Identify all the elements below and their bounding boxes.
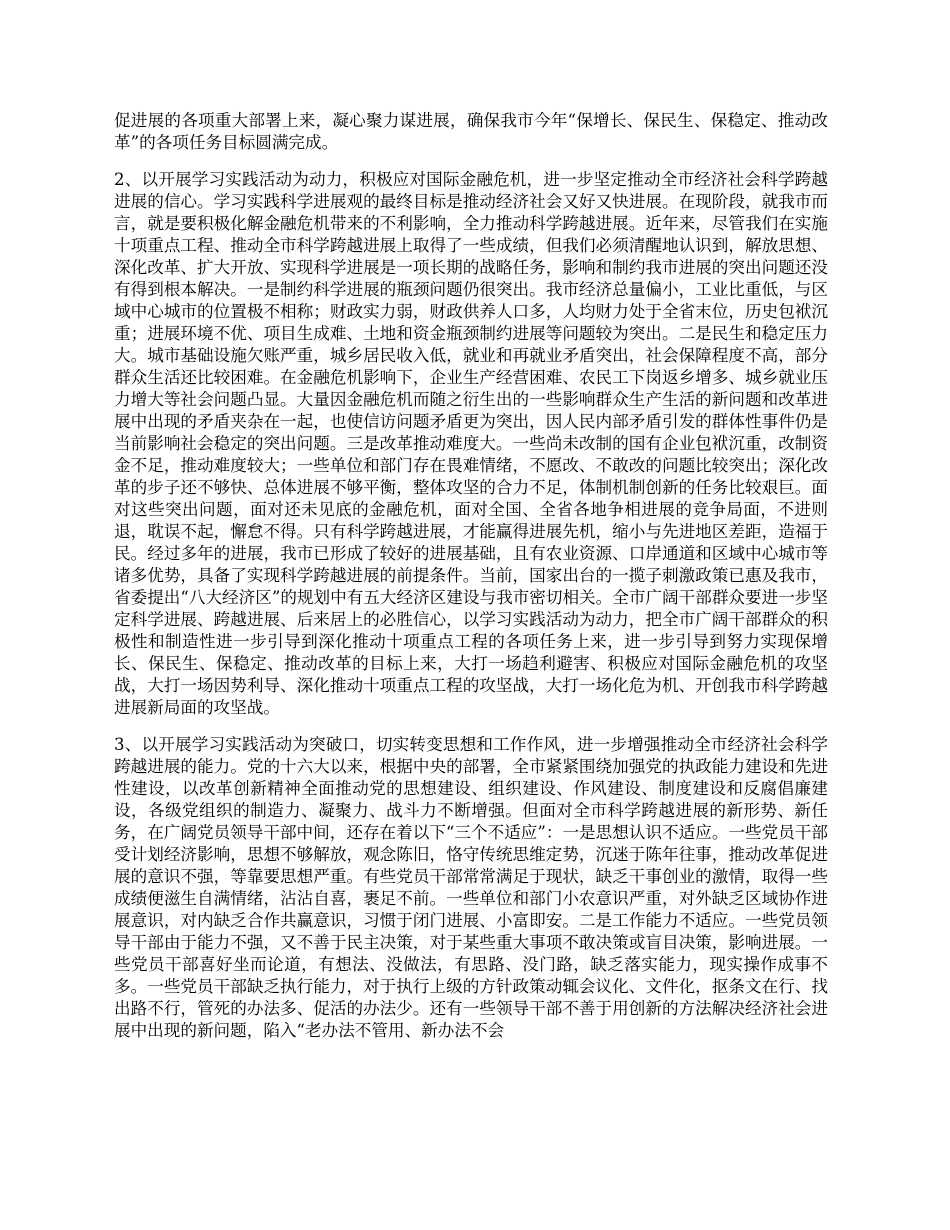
paragraph-section-3: 3、以开展学习实践活动为突破口，切实转变思想和工作作风，进一步增强推动全市经济社会科学跨越进展的能力。党的十六大以来，根据中央的部署，全市紧紧围绕加强党的执政能力建设和先进性建设，以改革创新精神全面推动党的思想建设、组织建设、作风建设、制度建设和反腐倡廉建设，各级党组织的制造力、凝聚力、战斗力不断增强。但面对全市科学跨越进展的新形势、新任务，在广阔党员领导干部中间，还存在着以下“三个不适应”：一是思想认识不适应。一些党员干部受计划经济影响，思想不够解放，观念陈旧，恪守传统思维定势，沉迷于陈年往事，推动改革促进展的意识不强，等靠要思想严重。有些党员干部常常满足于现状，缺乏干事创业的激情，取得一些成绩便滋生自满情绪，沾沾自喜，裹足不前。一些单位和部门小农意识严重，对外缺乏区域协作进展意识，对内缺乏合作共赢意识，习惯于闭门进展、小富即安。二是工作能力不适应。一些党员领导干部由于能力不强，又不善于民主决策，对于某些重大事项不敢决策或盲目决策，影响进展。一些党员干部喜好坐而论道，有想法、没做法，有思路、没门路，缺乏落实能力，现实操作成事不多。一些党员干部缺乏执行能力，对于执行上级的方针政策动辄会议化、文件化，抠条文在行、找出路不行，管死的办法多、促活的办法少。还有一些领导干部不善于用创新的方法解决经济社会进展中出现的新问题，陷入“老办法不管用、新办法不会 [114, 735, 828, 1040]
paragraph-intro-continuation: 促进展的各项重大部署上来，凝心聚力谋进展，确保我市今年“保增长、保民生、保稳定、推动改革”的各项任务目标圆满完成。 [114, 111, 828, 152]
paragraph-section-2: 2、以开展学习实践活动为动力，积极应对国际金融危机，进一步坚定推动全市经济社会科学跨越进展的信心。学习实践科学进展观的最终目标是推动经济社会又好又快进展。在现阶段，就我市而言，就是要积极化解金融危机带来的不利影响，全力推动科学跨越进展。近年来，尽管我们在实施十项重点工程、推动全市科学跨越进展上取得了一些成绩，但我们必须清醒地认识到，解放思想、深化改革、扩大开放、实现科学进展是一项长期的战略任务，影响和制约我市进展的突出问题还没有得到根本解决。一是制约科学进展的瓶颈问题仍很突出。我市经济总量偏小，工业比重低，与区域中心城市的位置极不相称；财政实力弱，财政供养人口多，人均财力处于全省末位，历史包袱沉重；进展环境不优、项目生成难、土地和资金瓶颈制约进展等问题较为突出。二是民生和稳定压力大。城市基础设施欠账严重，城乡居民收入低，就业和再就业矛盾突出，社会保障程度不高，部分群众生活还比较困难。在金融危机影响下，企业生产经营困难、农民工下岗返乡增多、城乡就业压力增大等社会问题凸显。大量因金融危机而随之衍生出的一些影响群众生产生活的新问题和改革进展中出现的矛盾夹杂在一起，也使信访问题矛盾更为突出，因人民内部矛盾引发的群体性事件仍是当前影响社会稳定的突出问题。三是改革推动难度大。一些尚未改制的国有企业包袱沉重，改制资金不足，推动难度较大；一些单位和部门存在畏难情绪，不愿改、不敢改的问题比较突出；深化改革的步子还不够快、总体进展不够平衡，整体攻坚的合力不足，体制机制创新的任务比较艰巨。面对这些突出问题，面对还未见底的金融危机，面对全国、全省各地争相进展的竞争局面，不进则退，耽误不起，懈怠不得。只有科学跨越进展，才能赢得进展先机，缩小与先进地区差距，造福于民。经过多年的进展，我市已形成了较好的进展基础，且有农业资源、口岸通道和区域中心城市等诸多优势，具备了实现科学跨越进展的前提条件。当前，国家出台的一揽子刺激政策已惠及我市，省委提出“八大经济区”的规划中有五大经济区建设与我市密切相关。全市广阔干部群众要进一步坚定科学进展、跨越进展、后来居上的必胜信心，以学习实践活动为动力，把全市广阔干部群众的积极性和制造性进一步引导到深化推动十项重点工程的各项任务上来，进一步引导到努力实现保增长、保民生、保稳定、推动改革的目标上来，大打一场趋利避害、积极应对国际金融危机的攻坚战，大打一场因势利导、深化推动十项重点工程的攻坚战，大打一场化危为机、开创我市科学跨越进展新局面的攻坚战。 [114, 170, 828, 717]
